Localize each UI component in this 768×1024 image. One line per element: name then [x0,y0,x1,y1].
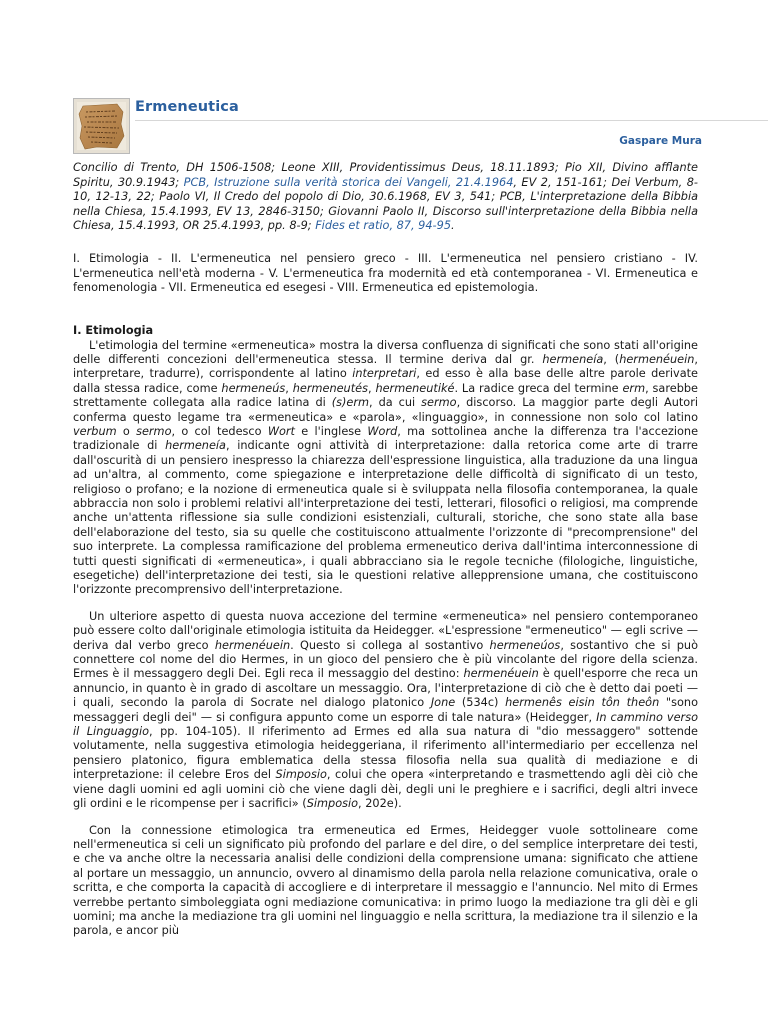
references-text: , EV 2, 151-161; Dei Verbum, 8-10, 12-13, 22; Paolo VI, Il Credo del popolo di Dio, 30.6.1968, EV 3, 541; PCB, L'interpretazione della Bibbia nella Chiesa, 15.4.1993, EV 13, 2846-3150; Giovanni Paolo II, Discorso sull'interpretazione della Bibbia nella Chiesa, 15.4.1993, OR 25.4.1993, pp. 8-9; [73,175,698,232]
section-heading: I. Etimologia [73,324,154,337]
fides-et-ratio-link[interactable]: Fides et ratio, 87, 94-95 [315,219,452,232]
title-divider [135,120,768,121]
section-etimologia [73,324,698,951]
manuscript-fragment-icon [77,102,126,150]
article-header [73,98,700,154]
article-title: Ermeneutica [135,99,239,115]
paragraph: Con la connessione etimologica tra ermeneutica ed Ermes, Heidegger vuole sottolineare come nell'ermeneutica si celi un significato più profondo del parlare e del dire, o del semplice interpretare dei testi, e che va anche oltre la necessaria analisi delle condizioni della comprensione umana: significato che attiene al portare un messaggio, un annuncio, ovvero al dinamismo della parola nella relazione comunicativa, orale o scritta, e che comporta la capacità di accogliere e di interpretare il messaggio e l'annuncio. Nel mito di Ermes verrebbe pertanto simboleggiata ogni mediazione comunicativa: in primo luogo la mediazione tra gli dèi e gli uomini; ma anche la mediazione tra gli uomini nel linguaggio e nella scrittura, la mediazione tra il silenzio e la parola, e ancor più [73,823,698,938]
article-thumbnail [73,98,130,154]
article-author[interactable]: Gaspare Mura [619,135,702,147]
references-paragraph: Concilio di Trento, DH 1506-1508; Leone XIII, Providentissimus Deus, 18.11.1893; Pio XII, Divino afflante Spiritu, 30.9.1943; PCB, Istruzione sulla verità storica dei Vangeli, 21.4.1964, EV 2, 151-161; Dei Verbum, 8-10, 12-13, 22; Paolo VI, Il Credo del popolo di Dio, 30.6.1968, EV 3, 541; PCB, L'interpretazione della Bibbia nella Chiesa, 15.4.1993, EV 13, 2846-3150; Giovanni Paolo II, Discorso sull'interpretazione della Bibbia nella Chiesa, 15.4.1993, OR 25.4.1993, pp. 8-9; Fides et ratio, 87, 94-95. [73,161,698,232]
paragraph: Un ulteriore aspetto di questa nuova accezione del termine «ermeneutica» nel pensiero contemporaneo può essere colto dall'originale etimologia istituita da Heidegger. «L'espressione "ermeneutico" — egli scrive — deriva dal verbo greco hermenéuein. Questo si collega al sostantivo hermeneúos, sostantivo che si può connettere col nome del dio Hermes, in un gioco del pensiero che è più vincolante del rigore della scienza. Ermes è il messaggero degli Dei. Egli reca il messaggio del destino: hermenéuein è quell'esporre che reca un annuncio, in quanto è in grado di ascoltare un messaggio. Ora, l'interpretazione di ciò che è detto dai poeti — i quali, secondo la parola di Socrate nel dialogo platonico Jone (534c) hermenês eisin tôn theôn "sono messaggeri degli dei" — si configura appunto come un esporre di tale natura» (Heidegger, In cammino verso il Linguaggio, pp. 104-105). Il riferimento ad Ermes ed alla sua natura di "dio messaggero" sottende volutamente, nella suggestiva etimologia heideggeriana, il riferimento all'intermediario per eccellenza nel pensiero platonico, figura emblematica della stessa filosofia nella sua qualità di mediazione e di interpretazione: il celebre Eros del Simposio, colui che opera «interpretando e trasmettendo agli dèi ciò che viene dagli uomini ed agli uomini ciò che viene dagli dèi, degli uni le preghiere e i sacrifici, degli altri invece gli ordini e le ricompense per i sacrifici» (Simposio, 202e). [73,609,699,811]
table-of-contents: I. Etimologia - II. L'ermeneutica nel pensiero greco - III. L'ermeneutica nel pensiero cristiano - IV. L'ermeneutica nell'età moderna - V. L'ermeneutica fra modernità ed età contemporanea - VI. Ermeneutica e fenomenologia - VII. Ermeneutica ed esegesi - VIII. Ermeneutica ed epistemologia. [73,252,698,294]
paragraph: L'etimologia del termine «ermeneutica» mostra la diversa confluenza di significati che sono stati all'origine delle differenti concezioni dell'ermeneutica stessa. Il termine deriva dal gr. hermeneía, (hermenéuein, interpretare, tradurre), corrispondente al latino interpretari, ed esso è alla base delle altre parole derivate dalla stessa radice, come hermeneús, hermeneutés, hermeneutiké. La radice greca del termine erm, sarebbe strettamente collegata alla radice latina di (s)erm, da cui sermo, discorso. La maggior parte degli Autori conferma questo legame tra «ermeneutica» e «parola», «linguaggio», in connessione non solo col latino verbum o sermo, o col tedesco Wort e l'inglese Word, ma sottolinea anche la differenza tra l'accezione tradizionale di hermeneía, indicante ogni attività di interpretazione: dalla retorica come arte di trarre dall'oscurità di un pensiero inespresso la chiarezza dell'espressione linguistica, alla traduzione da una lingua ad un'altra, al commento, come spiegazione e interpretazione delle difficoltà di significato di un testo, religioso o profano; e la nozione di ermeneutica quale si è sviluppata nella filosofia contemporanea, la quale abbraccia non solo i problemi relativi all'interpretazione dei testi, letterari, filosofici o religiosi, ma comprende anche un'attenta riflessione sia sulle condizioni esistenziali, culturali, storiche, che sono state alla base dell'elaborazione del testo, sia su quelle che costituiscono attualmente l'orizzonte di "precomprensione" del suo interprete. La complessa ramificazione del problema ermeneutico deriva dall'intima interconnessione di tutti questi significati di «ermeneutica», i quali abbracciano sia le regole tecniche (filologiche, linguistiche, esegetiche) dell'interpretazione dei testi, sia le questioni relative allepprensione umana, che costituiscono l'orizzonte precomprensivo dell'interpretazione. [73,338,699,597]
pcb-istruzione-link[interactable]: PCB, Istruzione sulla verità storica dei Vangeli, 21.4.1964 [183,175,514,189]
references-text: Concilio di Trento, DH 1506-1508; Leone XIII, Providentissimus Deus, 18.11.1893; Pio XII, Divino afflante Spiritu, 30.9.1943; [73,161,698,189]
